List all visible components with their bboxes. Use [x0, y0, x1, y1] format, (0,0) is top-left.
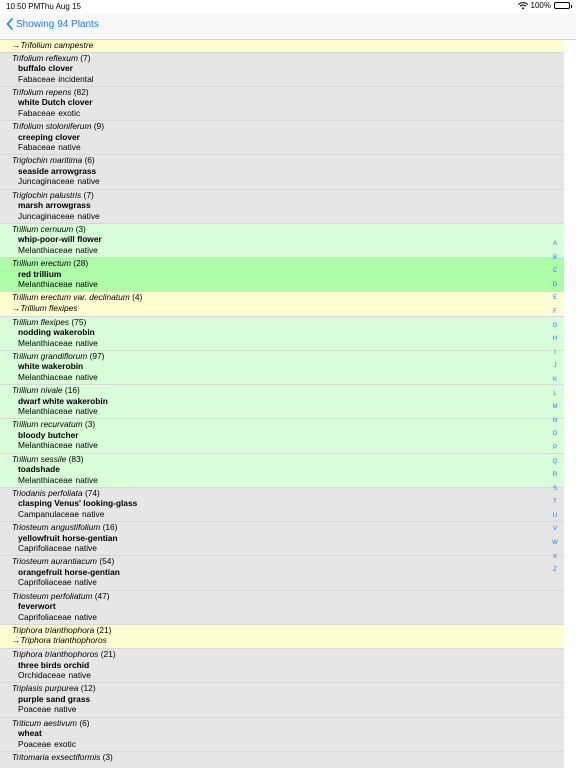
- plant-title-line: [12, 258, 564, 269]
- plant-row[interactable]: [0, 385, 564, 419]
- scientific-name: Trillium flexipes: [12, 316, 70, 327]
- synonym-target-line: [12, 40, 564, 51]
- plant-row[interactable]: [0, 718, 564, 752]
- family-name: Caprifoliaceae: [18, 611, 72, 622]
- common-name: toadshade: [18, 464, 60, 475]
- scientific-name: Triosteum aurantiacum: [12, 556, 98, 567]
- native-status: native: [75, 337, 98, 348]
- family-name: Melanthiaceae: [18, 440, 73, 451]
- family-name: Campanulaceae: [18, 508, 79, 519]
- scientific-name: Triosteum perfoliatum: [12, 590, 93, 601]
- scientific-name: Trillium cernuum: [12, 223, 74, 234]
- observation-count: (4): [132, 292, 143, 303]
- family-line: [12, 762, 564, 768]
- family-name: Fabaceae: [18, 142, 56, 153]
- plant-title-line: [12, 87, 564, 98]
- scientific-name: Triosteum angustifolium: [12, 522, 101, 533]
- plant-row[interactable]: [0, 224, 564, 258]
- plant-row[interactable]: [0, 683, 564, 717]
- index-letter[interactable]: X: [552, 553, 557, 560]
- plant-title-line: [12, 385, 564, 396]
- synonym-row[interactable]: [0, 292, 564, 316]
- family-line: [12, 739, 564, 750]
- observation-count: (97): [89, 350, 105, 361]
- native-status: native: [77, 176, 100, 187]
- index-letter[interactable]: D: [552, 281, 558, 288]
- arrow-right-icon: →: [12, 635, 21, 646]
- family-name: Melanthiaceae: [18, 474, 73, 485]
- observation-count: (54): [99, 556, 115, 567]
- family-line: [12, 279, 564, 290]
- scientific-name: Trifolium repens: [12, 86, 72, 97]
- scientific-name: Trillium erectum var. declinatum: [12, 292, 130, 303]
- index-letter[interactable]: U: [552, 512, 558, 519]
- common-name: dwarf white wakerobin: [18, 395, 108, 406]
- native-status: native: [58, 142, 81, 153]
- native-status: native: [75, 474, 98, 485]
- plant-row[interactable]: [0, 488, 564, 522]
- plant-title-line: [12, 488, 564, 499]
- synonym-row[interactable]: [0, 625, 564, 649]
- native-status: exotic: [54, 738, 76, 749]
- index-letter[interactable]: O: [552, 431, 558, 438]
- family-name: Caprifoliaceae: [18, 577, 72, 588]
- plant-row[interactable]: [0, 522, 564, 556]
- family-line: [12, 176, 564, 187]
- plant-title-line: [12, 718, 564, 729]
- index-letter[interactable]: S: [552, 485, 557, 492]
- plant-title-line: [12, 591, 564, 602]
- observation-count: (47): [94, 590, 110, 601]
- native-status: native: [75, 371, 98, 382]
- common-name: bloody butcher: [18, 429, 79, 440]
- back-button[interactable]: [6, 18, 99, 30]
- common-name: marsh arrowgrass: [18, 200, 91, 211]
- observation-count: (21): [100, 649, 116, 660]
- scientific-name: Triodanis perfoliata: [12, 487, 83, 498]
- observation-count: (74): [84, 487, 100, 498]
- scientific-name: Trillium sessile: [12, 453, 67, 464]
- common-name: clasping Venus' looking-glass: [18, 498, 138, 509]
- family-name: Juncaginaceae: [18, 210, 75, 221]
- family-name: Fabaceae: [18, 73, 56, 84]
- synonym-target: Trillium flexipes: [20, 302, 78, 313]
- observation-count: (28): [73, 258, 89, 269]
- family-line: [12, 704, 564, 715]
- family-line: [12, 543, 564, 554]
- family-name: Orchidaceae: [18, 670, 66, 681]
- plant-list[interactable]: [0, 40, 564, 768]
- scientific-name: Trifolium reflexum: [12, 52, 78, 63]
- family-name: Melanthiaceae: [18, 371, 73, 382]
- family-line: [12, 577, 564, 588]
- index-letter[interactable]: Z: [553, 567, 557, 574]
- family-line: [12, 670, 564, 681]
- plant-row[interactable]: [0, 351, 564, 385]
- index-letter[interactable]: T: [553, 499, 557, 506]
- common-name: red trillium: [18, 268, 62, 279]
- scientific-name: Trillium grandiflorum: [12, 350, 88, 361]
- index-letter[interactable]: B: [552, 254, 557, 261]
- index-letter[interactable]: C: [552, 268, 558, 275]
- common-name: creeping clover: [18, 131, 80, 142]
- plant-title-line: [12, 649, 564, 660]
- index-letter[interactable]: P: [552, 444, 557, 451]
- family-name: Melanthiaceae: [18, 279, 73, 290]
- plant-title-line: [12, 155, 564, 166]
- observation-count: (7): [83, 189, 94, 200]
- battery-percent: 100%: [530, 1, 551, 10]
- status-bar: [0, 0, 576, 14]
- common-name: buffalo clover: [18, 63, 73, 74]
- scientific-name: Trillium recurvatum: [12, 419, 83, 430]
- index-letter[interactable]: G: [552, 322, 558, 329]
- family-line: [12, 108, 564, 119]
- plant-row[interactable]: [0, 258, 564, 292]
- observation-count: (7): [80, 52, 91, 63]
- index-letter[interactable]: F: [553, 308, 557, 315]
- observation-count: (3): [102, 751, 113, 762]
- index-letter[interactable]: V: [552, 526, 557, 533]
- plant-row[interactable]: [0, 190, 564, 224]
- status-time: 10:50 PM: [6, 2, 41, 11]
- synonym-target-line: [12, 635, 564, 646]
- plant-title-line: [12, 419, 564, 430]
- back-button-label: Showing 94 Plants: [16, 18, 99, 30]
- index-letter[interactable]: J: [553, 363, 557, 370]
- observation-count: (82): [73, 86, 89, 97]
- index-letter[interactable]: A: [552, 241, 557, 247]
- observation-count: (3): [75, 223, 86, 234]
- arrow-right-icon: →: [12, 302, 21, 313]
- plant-row[interactable]: [0, 87, 564, 121]
- family-name: Melanthiaceae: [18, 406, 73, 417]
- family-name: Juncaginaceae: [18, 176, 75, 187]
- family-name: Caprifoliaceae: [18, 543, 72, 554]
- index-letter[interactable]: M: [552, 404, 558, 411]
- index-letter[interactable]: K: [552, 376, 557, 383]
- observation-count: (9): [93, 121, 105, 132]
- family-line: [12, 211, 564, 222]
- plant-row[interactable]: [0, 53, 564, 87]
- observation-count: (75): [71, 316, 87, 327]
- native-status: native: [74, 543, 97, 554]
- status-right: [518, 1, 570, 10]
- family-line: [12, 612, 564, 623]
- native-status: native: [74, 611, 97, 622]
- synonym-title-line: [12, 625, 564, 636]
- family-line: [12, 440, 564, 451]
- scientific-name: Triplasis purpurea: [12, 683, 79, 694]
- chevron-left-icon: [6, 18, 13, 30]
- native-status: [18, 762, 21, 768]
- common-name: purple sand grass: [18, 693, 91, 704]
- scientific-name: Trifolium stoloniferum: [12, 121, 92, 132]
- family-name: Fabaceae: [18, 107, 56, 118]
- synonym-row[interactable]: [0, 40, 564, 53]
- common-name: three birds orchid: [18, 659, 90, 670]
- scientific-name: Trillium nivale: [12, 385, 63, 396]
- scientific-name: Triglochin palustris: [12, 189, 82, 200]
- observation-count: (6): [84, 155, 95, 166]
- common-name: wheat: [18, 728, 42, 739]
- scientific-name: Triticum aestivum: [12, 717, 77, 728]
- wifi-icon: [518, 2, 528, 10]
- synonym-title-line: [12, 292, 564, 303]
- family-line: [12, 372, 564, 383]
- scientific-name: Triglochin maritima: [12, 155, 83, 166]
- plant-row[interactable]: [0, 419, 564, 453]
- battery-icon: [554, 2, 570, 9]
- family-name: Melanthiaceae: [18, 244, 73, 255]
- plant-row[interactable]: [0, 556, 564, 590]
- observation-count: (16): [102, 522, 118, 533]
- common-name: white Dutch clover: [18, 97, 93, 108]
- native-status: incidental: [58, 73, 94, 84]
- common-name: whip-poor-will flower: [18, 234, 102, 245]
- common-name: yellowfruit horse-gentian: [18, 532, 118, 543]
- family-line: [12, 74, 564, 85]
- plant-title-line: [12, 454, 564, 465]
- index-letter[interactable]: H: [552, 336, 558, 343]
- synonym-target: Trifolium campestre: [20, 40, 94, 50]
- family-line: [12, 406, 564, 417]
- index-letter[interactable]: Q: [552, 458, 558, 465]
- synonym-target: Triphora trianthophoros: [20, 635, 107, 646]
- native-status: native: [77, 210, 100, 221]
- native-status: native: [54, 704, 77, 715]
- family-name: Poaceae: [18, 704, 52, 715]
- plant-row[interactable]: [0, 317, 564, 351]
- index-letter[interactable]: R: [552, 472, 558, 479]
- native-status: native: [74, 577, 97, 588]
- index-letter[interactable]: L: [553, 390, 557, 397]
- plant-title-line: [12, 556, 564, 567]
- index-letter[interactable]: E: [552, 295, 557, 302]
- native-status: native: [68, 670, 91, 681]
- family-name: Melanthiaceae: [18, 337, 73, 348]
- common-name: nodding wakerobin: [18, 327, 95, 338]
- common-name: white wakerobin: [18, 361, 84, 372]
- alphabet-index[interactable]: [549, 238, 561, 578]
- observation-count: (16): [64, 385, 80, 396]
- scientific-name: Triphora trianthophoros: [12, 649, 99, 660]
- observation-count: (12): [80, 683, 96, 694]
- plant-row[interactable]: [0, 649, 564, 683]
- plant-row[interactable]: [0, 591, 564, 625]
- common-name: feverwort: [18, 601, 56, 612]
- family-name: Poaceae: [18, 738, 52, 749]
- plant-title-line: [12, 522, 564, 533]
- plant-row[interactable]: [0, 752, 564, 768]
- family-line: [12, 509, 564, 520]
- common-name: seaside arrowgrass: [18, 165, 97, 176]
- navigation-bar: [0, 14, 576, 40]
- observation-count: (21): [96, 624, 112, 635]
- plant-title-line: [12, 121, 564, 132]
- plant-title-line: [12, 53, 564, 64]
- native-status: native: [75, 406, 98, 417]
- observation-count: (83): [68, 453, 84, 464]
- plant-title-line: [12, 190, 564, 201]
- native-status: native: [75, 440, 98, 451]
- scientific-name: Triphora trianthophora: [12, 624, 95, 635]
- synonym-target-line: [12, 303, 564, 314]
- plant-row[interactable]: [0, 155, 564, 189]
- plant-title-line: [12, 351, 564, 362]
- arrow-right-icon: →: [12, 40, 21, 50]
- scientific-name: Tritomaria exsectiformis: [12, 751, 101, 762]
- family-line: [12, 245, 564, 256]
- native-status: exotic: [58, 107, 81, 118]
- plant-title-line: [12, 224, 564, 235]
- family-line: [12, 475, 564, 486]
- scientific-name: Trillium erectum: [12, 258, 71, 269]
- common-name: orangefruit horse-gentian: [18, 566, 120, 577]
- status-date: Thu Aug 15: [40, 2, 81, 11]
- family-line: [12, 338, 564, 349]
- plant-row[interactable]: [0, 121, 564, 155]
- family-line: [12, 142, 564, 153]
- native-status: native: [82, 508, 105, 519]
- index-letter[interactable]: N: [552, 417, 558, 424]
- native-status: native: [75, 244, 98, 255]
- index-letter[interactable]: I: [554, 349, 556, 356]
- observation-count: (3): [84, 419, 96, 430]
- observation-count: (6): [79, 717, 90, 728]
- plant-title-line: [12, 752, 564, 763]
- plant-row[interactable]: [0, 454, 564, 488]
- index-letter[interactable]: W: [552, 540, 558, 547]
- native-status: native: [75, 279, 98, 290]
- plant-title-line: [12, 683, 564, 694]
- plant-title-line: [12, 317, 564, 328]
